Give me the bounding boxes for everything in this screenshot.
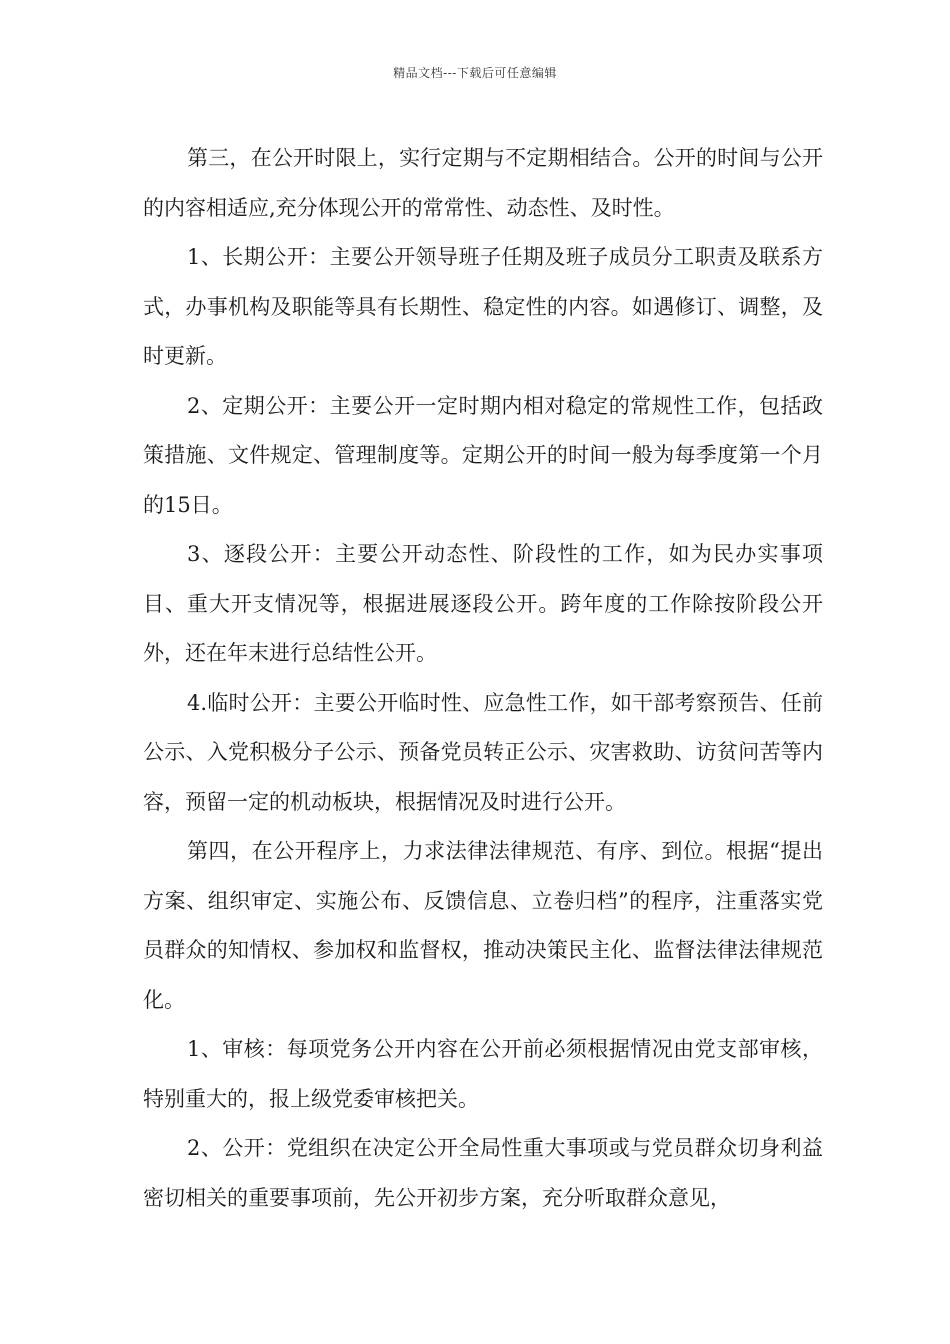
paragraph-temporary-disclosure: 4.临时公开：主要公开临时性、应急性工作，如干部考察预告、任前公示、入党积极分子公示、预备党员转正公示、灾害救助、访贫问苦等内容，预留一定的机动板块，根据情况及时进行公开。 (143, 690, 823, 814)
paragraph-long-term-disclosure: 1、长期公开：主要公开领导班子任期及班子成员分工职责及联系方式，办事机构及职能等具有长期性、稳定性的内容。如遇修订、调整，及时更新。 (143, 245, 823, 368)
page-header: 精品文档---下载后可任意编辑 (393, 66, 557, 80)
paragraph-section-four: 第四，在公开程序上，力求法律法律规范、有序、到位。根据“提出方案、组织审定、实施公布、反馈信息、立卷归档”的程序，注重落实党员群众的知情权、参加权和监督权，推动决策民主化、监督法律法律规范化。 (143, 839, 823, 1012)
paragraph-phased-disclosure: 3、逐段公开：主要公开动态性、阶段性的工作，如为民办实事项目、重大开支情况等，根据进展逐段公开。跨年度的工作除按阶段公开外，还在年末进行总结性公开。 (143, 542, 823, 665)
paragraph-disclosure: 2、公开：党组织在决定公开全局性重大事项或与党员群众切身利益密切相关的重要事项前，先公开初步方案，充分听取群众意见， (143, 1136, 823, 1210)
paragraph-review: 1、审核：每项党务公开内容在公开前必须根据情况由党支部审核，特别重大的，报上级党委审核把关。 (143, 1037, 823, 1111)
document-body (143, 134, 823, 1223)
paragraph-section-three: 第三，在公开时限上，实行定期与不定期相结合。公开的时间与公开的内容相适应,充分体现公开的常常性、动态性、及时性。 (143, 146, 823, 220)
paragraph-periodic-disclosure: 2、定期公开：主要公开一定时期内相对稳定的常规性工作，包括政策措施、文件规定、管理制度等。定期公开的时间一般为每季度第一个月的15日。 (143, 393, 823, 517)
